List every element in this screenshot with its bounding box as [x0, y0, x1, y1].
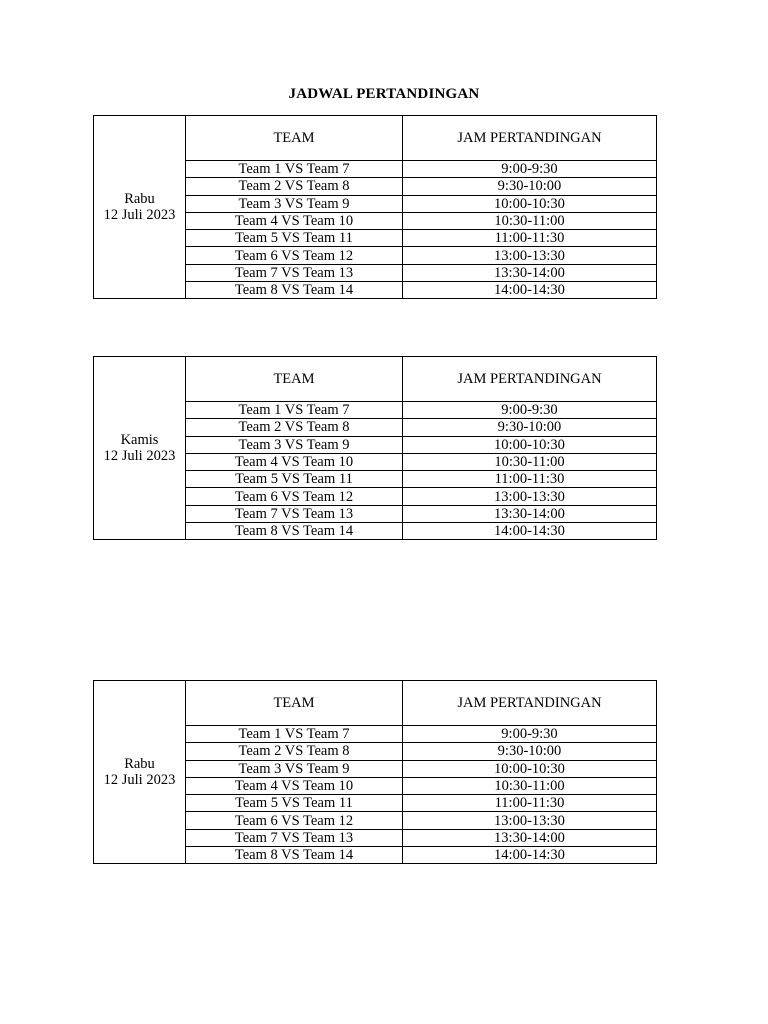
- date-label: 12 Juli 2023: [103, 448, 176, 465]
- match-time: 13:30-14:00: [403, 505, 657, 522]
- day-cell: [94, 681, 186, 864]
- table-header-row: [94, 357, 657, 402]
- match-time: 11:00-11:30: [403, 230, 657, 247]
- match-time: 9:30-10:00: [403, 743, 657, 760]
- match-teams: Team 7 VS Team 13: [186, 505, 403, 522]
- match-teams: Team 1 VS Team 7: [186, 402, 403, 419]
- match-teams: Team 6 VS Team 12: [186, 247, 403, 264]
- match-teams: Team 6 VS Team 12: [186, 812, 403, 829]
- match-teams: Team 2 VS Team 8: [186, 743, 403, 760]
- match-time: 13:30-14:00: [403, 829, 657, 846]
- table-header-row: [94, 116, 657, 161]
- match-time: 13:00-13:30: [403, 488, 657, 505]
- match-teams: Team 8 VS Team 14: [186, 282, 403, 299]
- match-teams: Team 8 VS Team 14: [186, 523, 403, 540]
- schedule-table: [93, 115, 657, 299]
- column-header-time: JAM PERTANDINGAN: [403, 357, 657, 402]
- match-time: 14:00-14:30: [403, 847, 657, 864]
- match-teams: Team 7 VS Team 13: [186, 264, 403, 281]
- match-time: 10:30-11:00: [403, 212, 657, 229]
- match-teams: Team 2 VS Team 8: [186, 178, 403, 195]
- match-time: 10:30-11:00: [403, 777, 657, 794]
- match-time: 14:00-14:30: [403, 523, 657, 540]
- match-teams: Team 8 VS Team 14: [186, 847, 403, 864]
- table-header-row: [94, 681, 657, 726]
- match-teams: Team 5 VS Team 11: [186, 230, 403, 247]
- date-label: 12 Juli 2023: [103, 207, 176, 224]
- day-label: Rabu: [124, 191, 155, 208]
- match-time: 10:30-11:00: [403, 453, 657, 470]
- match-teams: Team 1 VS Team 7: [186, 161, 403, 178]
- match-time: 9:00-9:30: [403, 161, 657, 178]
- match-teams: Team 4 VS Team 10: [186, 212, 403, 229]
- page-title: JADWAL PERTANDINGAN: [288, 86, 480, 102]
- match-time: 10:00-10:30: [403, 195, 657, 212]
- day-label: Rabu: [124, 756, 155, 773]
- match-teams: Team 3 VS Team 9: [186, 195, 403, 212]
- column-header-team: TEAM: [186, 681, 403, 726]
- match-teams: Team 7 VS Team 13: [186, 829, 403, 846]
- match-time: 11:00-11:30: [403, 471, 657, 488]
- match-teams: Team 6 VS Team 12: [186, 488, 403, 505]
- date-label: 12 Juli 2023: [103, 772, 176, 789]
- match-teams: Team 5 VS Team 11: [186, 795, 403, 812]
- column-header-team: TEAM: [186, 357, 403, 402]
- match-teams: Team 5 VS Team 11: [186, 471, 403, 488]
- match-time: 11:00-11:30: [403, 795, 657, 812]
- match-teams: Team 1 VS Team 7: [186, 726, 403, 743]
- match-time: 14:00-14:30: [403, 282, 657, 299]
- column-header-time: JAM PERTANDINGAN: [403, 681, 657, 726]
- match-time: 9:00-9:30: [403, 726, 657, 743]
- match-time: 9:00-9:30: [403, 402, 657, 419]
- match-time: 13:00-13:30: [403, 247, 657, 264]
- match-time: 13:30-14:00: [403, 264, 657, 281]
- day-cell: [94, 357, 186, 540]
- schedule-table: [93, 356, 657, 540]
- column-header-team: TEAM: [186, 116, 403, 161]
- day-cell: [94, 116, 186, 299]
- match-teams: Team 3 VS Team 9: [186, 760, 403, 777]
- match-time: 10:00-10:30: [403, 760, 657, 777]
- match-time: 9:30-10:00: [403, 178, 657, 195]
- column-header-time: JAM PERTANDINGAN: [403, 116, 657, 161]
- match-time: 13:00-13:30: [403, 812, 657, 829]
- match-time: 9:30-10:00: [403, 419, 657, 436]
- match-teams: Team 3 VS Team 9: [186, 436, 403, 453]
- match-teams: Team 4 VS Team 10: [186, 453, 403, 470]
- schedule-table: [93, 680, 657, 864]
- match-teams: Team 4 VS Team 10: [186, 777, 403, 794]
- day-label: Kamis: [120, 432, 159, 449]
- match-teams: Team 2 VS Team 8: [186, 419, 403, 436]
- match-time: 10:00-10:30: [403, 436, 657, 453]
